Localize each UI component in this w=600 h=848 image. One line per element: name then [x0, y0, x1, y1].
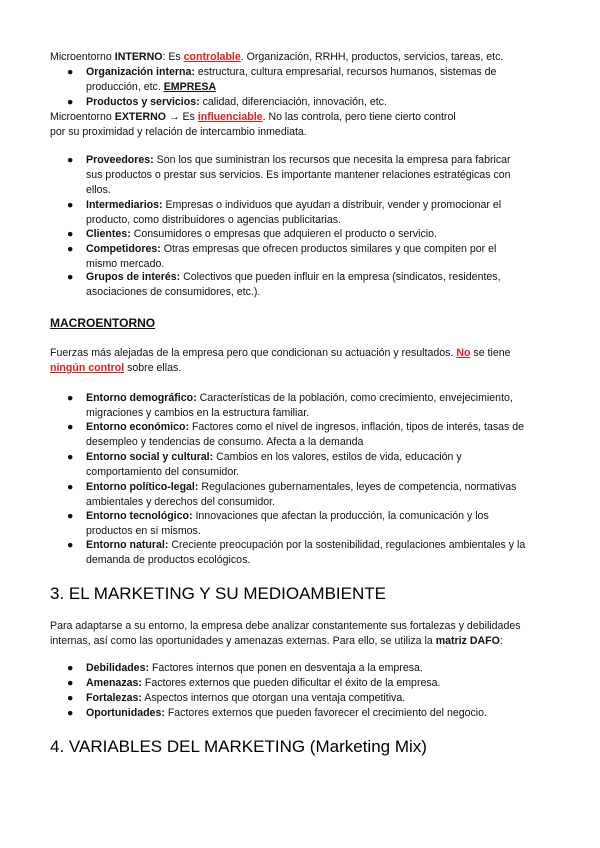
- bullet-icon: ●: [67, 154, 74, 166]
- bullet-icon: ●: [67, 677, 74, 689]
- list-item: Productos y servicios: calidad, diferenciación, innovación, etc.: [86, 96, 387, 108]
- micro-interno-line: Microentorno INTERNO: Es controlable. Organización, RRHH, productos, servicios, tareas, etc.: [50, 51, 504, 63]
- micro-externo-line: Microentorno EXTERNO → Es influenciable. No las controla, pero tiene cierto control: [50, 111, 456, 123]
- bullet-icon: ●: [67, 451, 74, 463]
- list-item: Proveedores: Son los que suministran los recursos que necesita la empresa para fabricar sus productos o prestar sus servicios. Es importante mantener relaciones estratégicas con ellos.: [86, 154, 511, 196]
- list-item: Intermediarios: Empresas o individuos que ayudan a distribuir, vender y promocionar el producto, como distribuidores o agencias publicitarias.: [86, 199, 502, 226]
- micro-externo-line2: por su proximidad y relación de intercambio inmediata.: [50, 126, 307, 138]
- list-item: Entorno natural: Creciente preocupación por la sostenibilidad, regulaciones ambientales y la demanda de productos ecológicos.: [86, 539, 526, 566]
- list-item: Clientes: Consumidores o empresas que adquieren el producto o servicio.: [86, 228, 437, 240]
- bullet-icon: ●: [67, 539, 74, 551]
- bullet-icon: ●: [67, 481, 74, 493]
- list-item: Grupos de interés: Colectivos que pueden influir en la empresa (sindicatos, residentes, asociaciones de consumidores, etc.).: [86, 271, 501, 298]
- list-item: Entorno económico: Factores como el nivel de ingresos, inflación, tipos de interés, tasas de desempleo y tendencias de consumo. Afecta a la demanda: [86, 421, 525, 448]
- list-item: Oportunidades: Factores externos que pueden favorecer el crecimiento del negocio.: [86, 707, 487, 719]
- list-item: Competidores: Otras empresas que ofrecen productos similares y que compiten por el mismo mercado.: [86, 243, 497, 270]
- macro-intro-line2: ningún control sobre ellas.: [50, 362, 182, 374]
- macro-intro-line1: Fuerzas más alejadas de la empresa pero que condicionan su actuación y resultados. No se tiene: [50, 347, 511, 359]
- bullet-icon: ●: [67, 692, 74, 704]
- bullet-icon: ●: [67, 510, 74, 522]
- section-3-paragraph-line1: Para adaptarse a su entorno, la empresa debe analizar constantemente sus fortalezas y debilidades: [50, 620, 521, 632]
- bullet-icon: ●: [67, 228, 74, 240]
- list-item: Entorno político-legal: Regulaciones gubernamentales, leyes de competencia, normativas ambientales y derechos del consumidor.: [86, 481, 517, 508]
- list-item: Amenazas: Factores externos que pueden dificultar el éxito de la empresa.: [86, 677, 441, 689]
- bullet-icon: ●: [67, 66, 74, 78]
- list-item: Organización interna: estructura, cultura empresarial, recursos humanos, sistemas de producción, etc. EMPRESA: [86, 66, 497, 93]
- bullet-icon: ●: [67, 392, 74, 404]
- bullet-icon: ●: [67, 243, 74, 255]
- macroentorno-heading: MACROENTORNO: [50, 316, 156, 330]
- list-item: Debilidades: Factores internos que ponen en desventaja a la empresa.: [86, 662, 423, 674]
- bullet-icon: ●: [67, 199, 74, 211]
- bullet-icon: ●: [67, 271, 74, 283]
- bullet-icon: ●: [67, 421, 74, 433]
- bullet-icon: ●: [67, 96, 74, 108]
- list-item: Entorno tecnológico: Innovaciones que afectan la producción, la comunicación y los productos en sí mismos.: [86, 510, 489, 537]
- section-4-heading: 4. VARIABLES DEL MARKETING (Marketing Mix): [50, 737, 427, 756]
- section-3-paragraph-line2: internas, así como las oportunidades y amenazas externas. Para ello, se utiliza la matriz DAFO:: [50, 635, 503, 647]
- list-item: Entorno social y cultural: Cambios en los valores, estilos de vida, educación y comportamiento del consumidor.: [86, 451, 462, 478]
- bullet-icon: ●: [67, 662, 74, 674]
- list-item: Fortalezas: Aspectos internos que otorgan una ventaja competitiva.: [86, 692, 406, 704]
- list-item: Entorno demográfico: Características de la población, como crecimiento, envejecimiento, migraciones y cambios en la estructura familiar.: [86, 392, 513, 419]
- section-3-heading: 3. EL MARKETING Y SU MEDIOAMBIENTE: [50, 584, 386, 603]
- bullet-icon: ●: [67, 707, 74, 719]
